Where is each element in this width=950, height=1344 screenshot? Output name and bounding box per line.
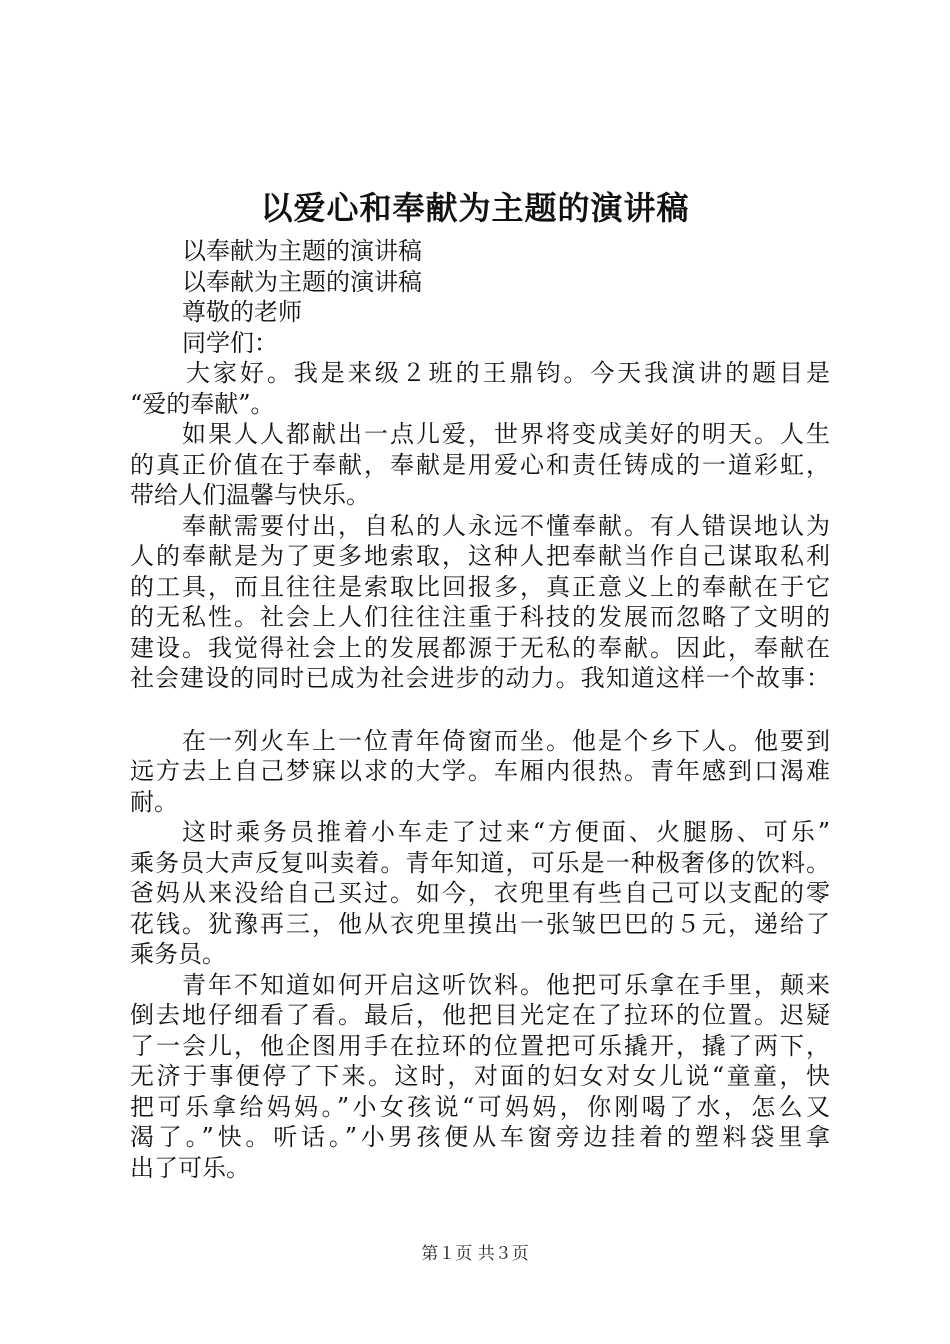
text-line: 远方去上自己梦寐以求的大学。车厢内很热。青年感到口渴难: [130, 757, 830, 785]
text-line: 奉献需要付出，自私的人永远不懂奉献。有人错误地认为: [182, 511, 830, 540]
text-line: 的无私性。社会上人们往往注重于科技的发展而忽略了文明的: [130, 603, 830, 631]
text-line: 倒去地仔细看了看。最后，他把目光定在了拉环的位置。迟疑: [130, 1001, 830, 1029]
document-body: [130, 236, 830, 1183]
text-line: 耐。: [130, 787, 178, 816]
blank-line: [130, 694, 830, 726]
page-footer: 第１页 共３页: [421, 1244, 529, 1264]
text-line: 出了可乐。: [130, 1153, 250, 1182]
text-line: 乘务员。: [130, 940, 226, 968]
text-line: 花钱。犹豫再三，他从衣兜里摸出一张皱巴巴的５元，递给了: [130, 909, 830, 938]
text-line: 社会建设的同时已成为社会进步的动力。我知道这样一个故事：: [130, 664, 830, 692]
text-line: 以奉献为主题的演讲稿: [182, 267, 422, 296]
text-line: 青年不知道如何开启这听饮料。他把可乐拿在手里，颠来: [182, 970, 830, 999]
text-line: 了一会儿，他企图用手在拉环的位置把可乐撬开，撬了两下，: [130, 1031, 830, 1060]
text-line: 同学们：: [182, 328, 278, 357]
text-line: 把可乐拿给妈妈。”小女孩说“可妈妈，你刚喝了水，怎么又: [130, 1092, 830, 1121]
text-line: 如果人人都献出一点儿爱，世界将变成美好的明天。人生: [182, 420, 830, 448]
text-line: 在一列火车上一位青年倚窗而坐。他是个乡下人。他要到: [182, 726, 830, 755]
document-title: 以爱心和奉献为主题的演讲稿: [260, 189, 690, 227]
text-line: 尊敬的老师: [182, 298, 302, 326]
text-line: 人的奉献是为了更多地索取，这种人把奉献当作自己谋取私利: [130, 542, 830, 570]
text-line: 爸妈从来没给自己买过。如今，衣兜里有些自己可以支配的零: [130, 879, 830, 907]
text-line: “爱的奉献”。: [130, 389, 275, 418]
text-line: 带给人们温馨与快乐。: [130, 481, 370, 509]
text-line: 乘务员大声反复叫卖着。青年知道，可乐是一种极奢侈的饮料。: [130, 848, 830, 877]
text-line: 这时乘务员推着小车走了过来“方便面、火腿肠、可乐”: [182, 818, 830, 846]
text-line: 无济于事便停了下来。这时，对面的妇女对女儿说“童童，快: [130, 1062, 830, 1090]
text-line: 以奉献为主题的演讲稿: [182, 237, 422, 265]
text-line: 渴了。”快。听话。”小男孩便从车窗旁边挂着的塑料袋里拿: [130, 1123, 830, 1151]
text-line: 建设。我觉得社会上的发展都源于无私的奉献。因此，奉献在: [130, 633, 830, 662]
text-line: 的真正价值在于奉献，奉献是用爱心和责任铸成的一道彩虹，: [130, 450, 830, 479]
text-line: 的工具，而且往往是索取比回报多，真正意义上的奉献在于它: [130, 572, 830, 601]
text-line: 大家好。我是来级２班的王鼎钧。今天我演讲的题目是: [186, 359, 830, 387]
